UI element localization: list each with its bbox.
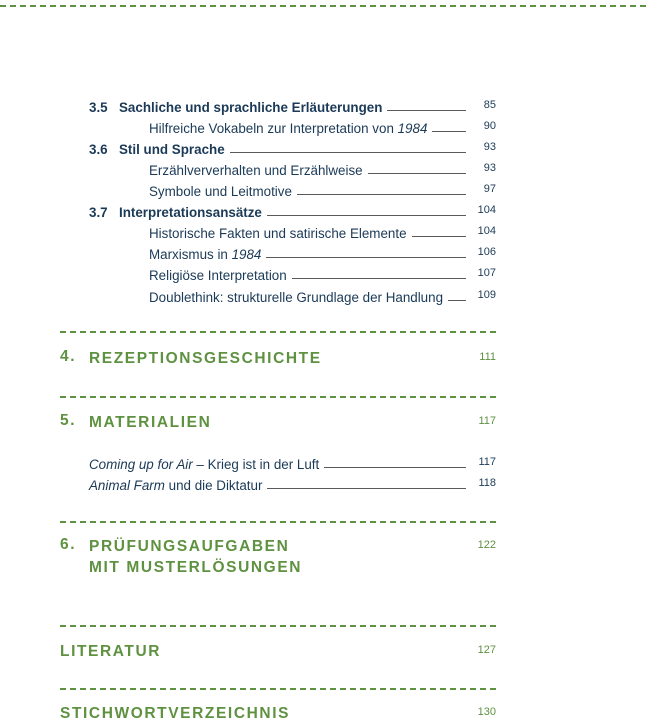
section-title: PRÜFUNGSAUFGABEN MIT MUSTERLÖSUNGEN (89, 538, 303, 576)
entry-title: Historische Fakten und satirische Elemente (149, 226, 407, 241)
entry-title: Stil und Sprache (119, 142, 225, 157)
leader-line (297, 194, 466, 195)
toc-entry-erzaehlverhalten[interactable] (89, 158, 470, 178)
entry-title: Hilfreiche Vokabeln zur Interpretation von 1984 (149, 121, 428, 136)
toc-entry-3-7[interactable] (89, 200, 470, 220)
leader-line (368, 173, 466, 174)
entry-page: 97 (483, 183, 496, 195)
section-title: LITERATUR (60, 643, 162, 660)
leader-line (267, 488, 466, 489)
toc-entry-historische-fakten[interactable] (89, 221, 470, 241)
toc-entry-religioese[interactable] (89, 263, 470, 283)
entry-page: 118 (478, 477, 496, 489)
leader-line (412, 236, 466, 237)
entry-number: 3.5 (89, 100, 108, 115)
section-number: 4. (60, 348, 77, 365)
entry-page: 104 (477, 204, 496, 216)
entry-title: Symbole und Leitmotive (149, 184, 292, 199)
section-title: STICHWORTVERZEICHNIS (60, 705, 291, 722)
entry-page: 104 (477, 225, 496, 237)
leader-line (324, 467, 466, 468)
leader-line (230, 152, 466, 153)
leader-line (266, 257, 466, 258)
toc-entry-marxismus[interactable] (89, 242, 470, 262)
toc-section-6[interactable] (60, 536, 496, 580)
entry-page: 93 (483, 141, 496, 153)
toc-section-5[interactable] (60, 412, 496, 434)
entry-page: 93 (483, 162, 496, 174)
entry-page: 107 (477, 267, 496, 279)
entry-title: Religiöse Interpretation (149, 268, 287, 283)
section-divider (60, 396, 496, 398)
entry-title: Interpretationsansätze (119, 205, 262, 220)
entry-page: 109 (477, 289, 496, 301)
entry-number: 3.6 (89, 142, 108, 157)
section-divider (60, 688, 496, 690)
section-number: 5. (60, 412, 77, 429)
section-divider (60, 521, 496, 523)
leader-line (448, 300, 466, 301)
entry-page: 117 (478, 456, 496, 468)
toc-section-literatur[interactable] (60, 641, 496, 663)
toc-section-stichwortverzeichnis[interactable] (60, 703, 496, 725)
toc-entry-vokabeln[interactable] (89, 116, 470, 136)
section-page: 122 (477, 539, 496, 551)
section-title: MATERIALIEN (89, 414, 212, 431)
toc-entry-animal-farm[interactable] (89, 473, 470, 493)
leader-line (432, 131, 466, 132)
entry-title: Animal Farm und die Diktatur (89, 478, 263, 493)
entry-number: 3.7 (89, 205, 108, 220)
section-divider (60, 331, 496, 333)
top-dashed-rule (0, 5, 646, 7)
leader-line (387, 110, 466, 111)
toc-entry-3-5[interactable] (89, 95, 470, 115)
toc-entry-doublethink[interactable] (89, 285, 470, 305)
section-page: 127 (477, 644, 496, 656)
entry-page: 90 (483, 120, 496, 132)
toc-entry-symbole[interactable] (89, 179, 470, 199)
section-number: 6. (60, 536, 77, 553)
entry-page: 85 (483, 99, 496, 111)
entry-title: Doublethink: strukturelle Grundlage der Handlung (149, 290, 444, 305)
toc-section-4[interactable] (60, 348, 496, 370)
section-page: 130 (477, 706, 496, 718)
entry-title: Sachliche und sprachliche Erläuterungen (119, 100, 383, 115)
section-divider (60, 625, 496, 627)
toc-entry-3-6[interactable] (89, 137, 470, 157)
section-page: 111 (479, 351, 496, 363)
entry-title: Coming up for Air – Krieg ist in der Luft (89, 457, 320, 472)
section-page: 117 (478, 415, 496, 427)
leader-line (267, 215, 466, 216)
entry-title: Erzählververhalten und Erzählweise (149, 163, 363, 178)
toc-entry-coming-up-for-air[interactable] (89, 452, 470, 472)
entry-title: Marxismus in 1984 (149, 247, 262, 262)
section-title: REZEPTIONSGESCHICHTE (89, 350, 322, 367)
leader-line (292, 278, 466, 279)
entry-page: 106 (477, 246, 496, 258)
